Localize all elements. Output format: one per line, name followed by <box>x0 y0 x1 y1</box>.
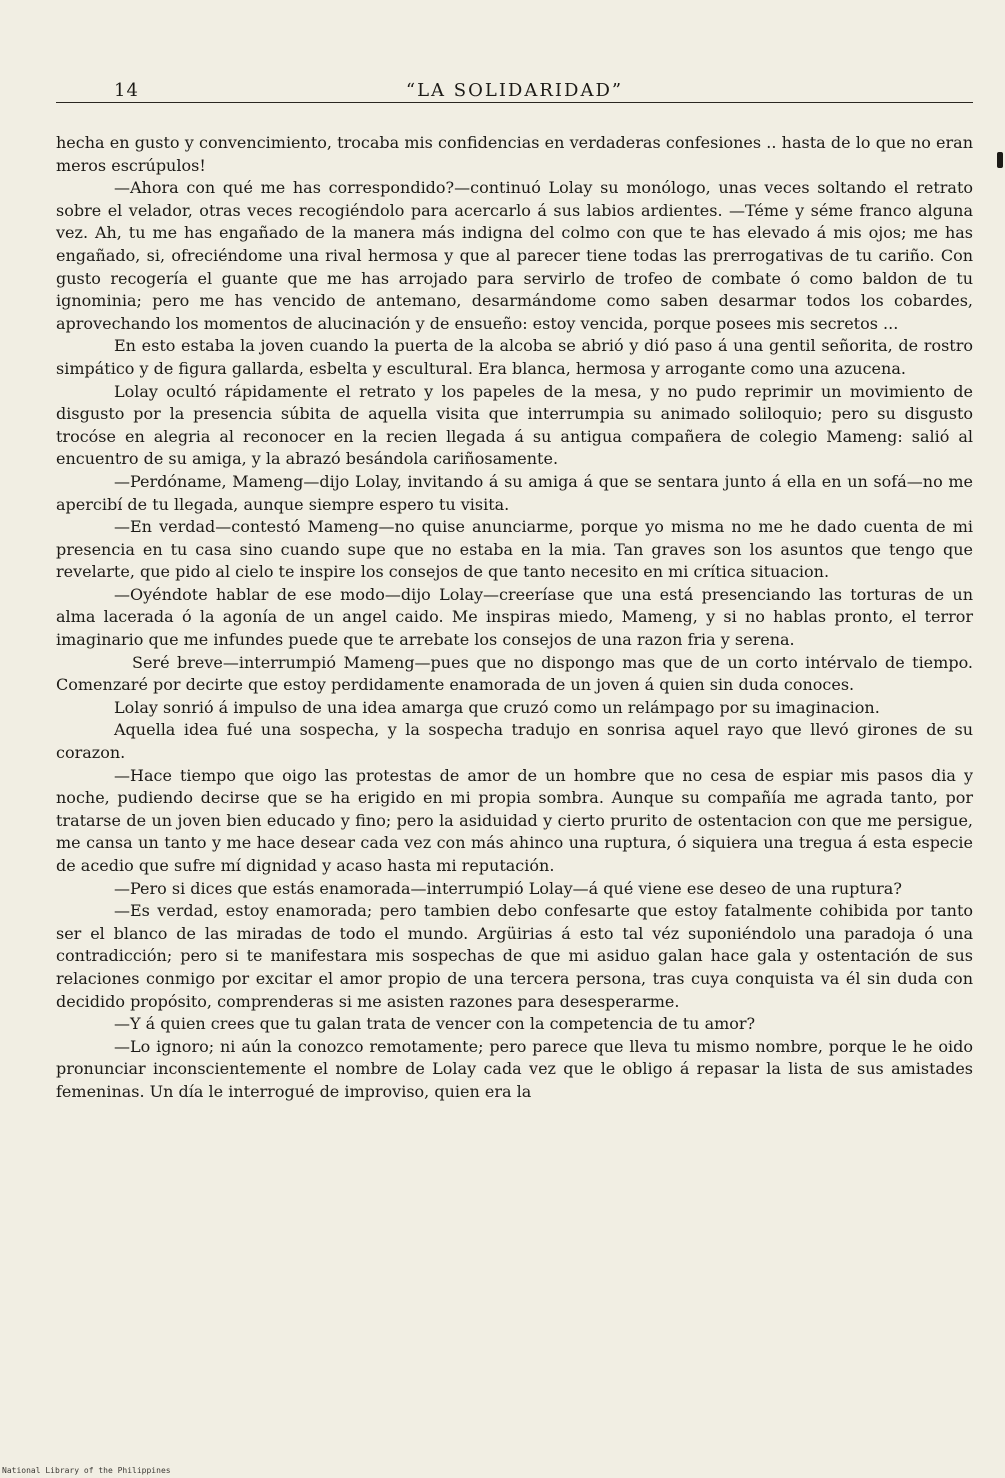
header-rule <box>56 102 973 103</box>
paragraph: En esto estaba la joven cuando la puerta de la alcoba se abrió y dió paso á una gentil señorita, de rostro simpático y de figura gallarda, esbelta y escultural. Era blanca, hermosa y arrogante como una azucena. <box>56 336 973 378</box>
paragraph: hecha en gusto y convencimiento, trocaba mis confidencias en verdaderas confesiones .. hasta de lo que no eran meros escrúpulos! <box>56 133 973 175</box>
paragraph: Lolay sonrió á impulso de una idea amarga que cruzó como un relámpago por su imaginacion. <box>114 697 880 717</box>
page-header <box>56 80 973 104</box>
paragraph: —Y á quien crees que tu galan trata de vencer con la competencia de tu amor? <box>114 1014 756 1034</box>
library-credit: National Library of the Philippines <box>2 1466 171 1475</box>
paragraph: —En verdad—contestó Mameng—no quise anunciarme, porque yo misma no me he dado cuenta de mi presencia en tu casa sino cuando supe que no estaba en la mia. Tan graves son los asuntos que tengo que revelarte, que pido al cielo te inspire los consejos de que tanto necesito en mi crítica situacion. <box>56 517 973 582</box>
paragraph: —Ahora con qué me has correspondido?—continuó Lolay su monólogo, unas veces soltando el retrato sobre el velador, otras veces recogiéndolo para acercarlo á sus labios ardientes. —Téme y séme franco alguna vez. Ah, tu me has engañado de la manera más indigna del colmo con que te has elevado á mis ojos; me has engañado, si, ofreciéndome una rival hermosa y que al parecer tiene todas las prerrogativas de tu cariño. Con gusto recogería el guante que me has arrojado para servirlo de trofeo de combate ó como baldon de tu ignominia; pero me has vencido de antemano, desarmándome como saben desarmar todos los cobardes, aprovechando los momentos de alucinación y de ensueño: estoy vencida, porque posees mis secretos ... <box>56 178 973 333</box>
paragraph: —Oyéndote hablar de ese modo—dijo Lolay—creeríase que una está presenciando las torturas de un alma lacerada ó la agonía de un angel caido. Me inspiras miedo, Mameng, y si no hablas pronto, el terror imaginario que me infundes puede que te arrebate los consejos de una razon fria y serena. <box>56 584 973 650</box>
paragraph: —Pero si dices que estás enamorada—interrumpió Lolay—á qué viene ese deseo de una ruptura? <box>114 878 902 898</box>
paragraph: Lolay ocultó rápidamente el retrato y los papeles de la mesa, y no pudo reprimir un movimiento de disgusto por la presencia súbita de aquella visita que interrumpia su animado soliloquio; pero su disgusto trocóse en alegria al reconocer en la recien llegada á su antigua compañera de colegio Mameng: salió al encuentro de su amiga, y la abrazó besándola cariñosamente. <box>56 381 973 469</box>
paragraph: —Hace tiempo que oigo las protestas de amor de un hombre que no cesa de espiar mis pasos dia y noche, pudiendo decirse que se ha erigido en mi propia sombra. Aunque su compañía me agrada tanto, por tratarse de un joven bien educado y fino; pero la asiduidad y cierto prurito de ostentacion con que me persigue, me cansa un tanto y me hace desear cada vez con más ahinco una ruptura, ó siquiera una tregua á esta especie de acedio que sufre mí dignidad y acaso hasta mi reputación. <box>56 765 973 875</box>
paragraph: —Lo ignoro; ni aún la conozco remotamente; pero parece que lleva tu mismo nombre, porque le he oido pronunciar inconscientemente el nombre de Lolay cada vez que le obligo á repasar la lista de sus amistades femeninas. Un día le interrogué de improviso, quien era la <box>56 1036 973 1101</box>
article-body <box>56 132 973 1104</box>
paragraph: Seré breve—interrumpió Mameng—pues que no dispongo mas que de un corto intérvalo de tiempo. Comenzaré por decirte que estoy perdidamente enamorada de un joven á quien sin duda conoces. <box>56 652 973 695</box>
journal-title: “LA SOLIDARIDAD” <box>405 80 624 101</box>
paragraph: Aquella idea fué una sospecha, y la sospecha tradujo en sonrisa aquel rayo que llevó girones de su corazon. <box>56 720 973 763</box>
paragraph: —Es verdad, estoy enamorada; pero tambien debo confesarte que estoy fatalmente cohibida por tanto ser el blanco de las miradas de todo el mundo. Argüirias á esto tal véz suponiéndolo una paradoja ó una contradicción; pero si te manifestara mis sospechas de que mi asiduo galan hace gala y ostentación de sus relaciones conmigo por excitar el amor propio de una tercera persona, tras cuya conquista va él sin duda con decidido propósito, comprenderas si me asisten razones para desesperarme. <box>56 901 973 1011</box>
page-number: 14 <box>114 80 139 101</box>
ink-mark <box>997 152 1003 168</box>
paragraph: —Perdóname, Mameng—dijo Lolay, invitando á su amiga á que se sentara junto á ella en un sofá—no me apercibí de tu llegada, aunque siempre espero tu visita. <box>56 471 973 514</box>
